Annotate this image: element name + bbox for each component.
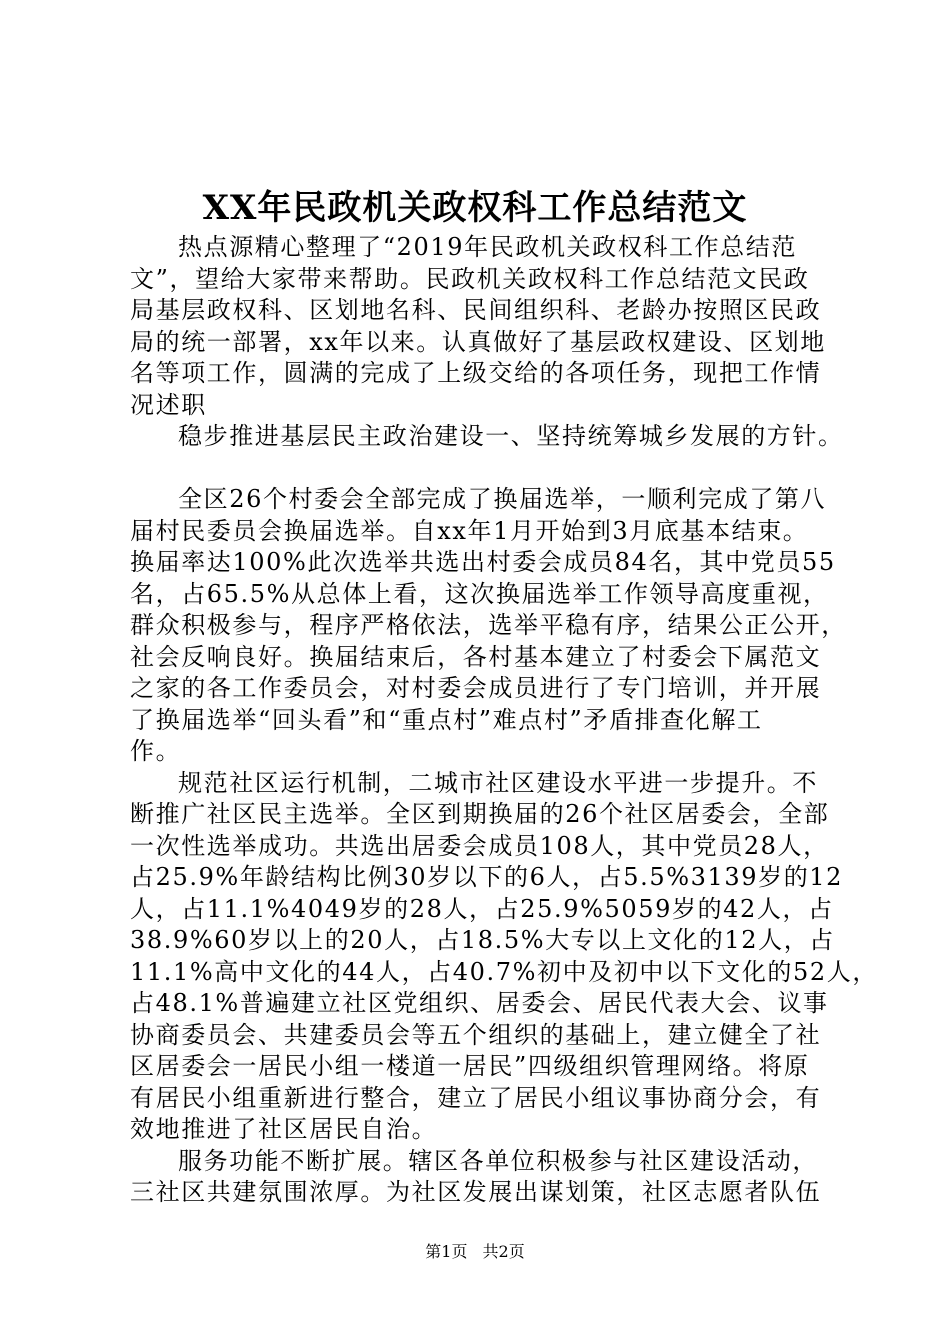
text-line: 局基层政权科、区划地名科、民间组织科、老龄办按照区民政 xyxy=(130,296,822,324)
text-line: 群众积极参与，程序严格依法，选举平稳有序，结果公正公开， xyxy=(130,611,847,639)
text-line: 换届率达100%此次选举共选出村委会成员84名，其中党员55 xyxy=(130,548,836,576)
text-line: 热点源精心整理了“2019年民政机关政权科工作总结范 xyxy=(178,233,797,261)
document-title: XX年民政机关政权科工作总结范文 xyxy=(202,188,748,228)
text-line: 况述职 xyxy=(130,390,207,419)
text-line: 名，占65.5%从总体上看，这次换届选举工作领导高度重视， xyxy=(130,579,829,608)
text-line: 一次性选举成功。共选出居委会成员108人，其中党员28人， xyxy=(130,831,829,860)
text-line: 之家的各工作委员会，对村委会成员进行了专门培训，并开展 xyxy=(130,674,822,702)
text-line: 人，占11.1%4049岁的28人，占25.9%5059岁的42人，占 xyxy=(130,894,834,923)
text-line: 11.1%高中文化的44人，占40.7%初中及初中以下文化的52人， xyxy=(130,957,878,986)
text-line xyxy=(130,453,830,485)
text-line: 局的统一部署，xx年以来。认真做好了基层政权建设、区划地 xyxy=(130,327,826,356)
page-number-current: 第1页 xyxy=(425,1242,468,1261)
text-line: 名等项工作，圆满的完成了上级交给的各项任务，现把工作情 xyxy=(130,359,822,387)
text-line: 全区26个村委会全部完成了换届选举，一顺利完成了第八 xyxy=(178,485,827,513)
document-body xyxy=(130,232,878,1209)
text-line: 协商委员会、共建委员会等五个组织的基础上，建立健全了社 xyxy=(130,1020,822,1049)
text-line: 三社区共建氛围浓厚。为社区发展出谋划策，社区志愿者队伍 xyxy=(130,1178,822,1206)
text-line: 断推广社区民主选举。全区到期换届的26个社区居委会，全部 xyxy=(130,800,830,828)
text-line: 占25.9%年龄结构比例30岁以下的6人，占5.5%3139岁的12 xyxy=(130,863,844,891)
text-line: 届村民委员会换届选举。自xx年1月开始到3月底基本结束。 xyxy=(130,516,809,545)
text-line: 文”，望给大家带来帮助。民政机关政权科工作总结范文民政 xyxy=(130,264,810,293)
text-line: 稳步推进基层民主政治建设一、坚持统筹城乡发展的方针。 xyxy=(178,422,844,450)
text-line: 效地推进了社区居民自治。 xyxy=(130,1115,438,1143)
text-line: 作。 xyxy=(130,737,182,765)
text-line: 了换届选举“回头看”和“重点村”难点村”矛盾排查化解工 xyxy=(130,705,763,734)
text-line: 38.9%60岁以上的20人，占18.5%大专以上文化的12人，占 xyxy=(130,926,835,954)
text-line: 区居委会一居民小组一楼道一居民”四级组织管理网络。将原 xyxy=(130,1052,810,1080)
text-line: 规范社区运行机制，二城市社区建设水平进一步提升。不 xyxy=(178,768,818,797)
page-number-total: 共2页 xyxy=(482,1242,525,1261)
page-footer xyxy=(0,1240,950,1264)
text-line: 社会反响良好。换届结束后，各村基本建立了村委会下属范文 xyxy=(130,642,822,671)
text-line: 有居民小组重新进行整合，建立了居民小组议事协商分会，有 xyxy=(130,1083,822,1112)
text-line: 占48.1%普遍建立社区党组织、居委会、居民代表大会、议事 xyxy=(130,989,829,1017)
text-line: 服务功能不断扩展。辖区各单位积极参与社区建设活动， xyxy=(178,1146,818,1175)
